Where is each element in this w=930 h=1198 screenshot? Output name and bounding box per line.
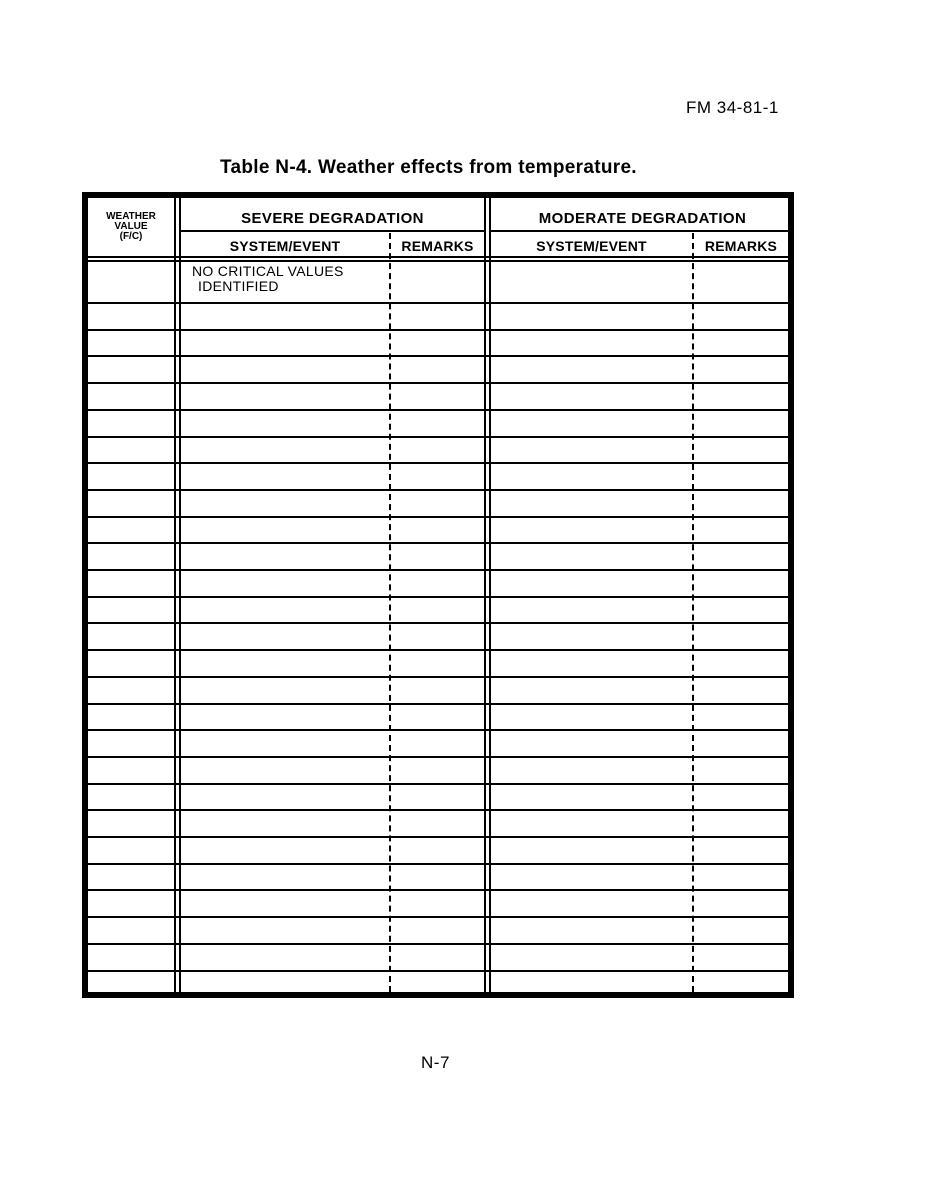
severe-degradation-header: SEVERE DEGRADATION: [241, 210, 424, 227]
dashed-divider-severe: [389, 233, 391, 992]
row-separator: [88, 970, 788, 972]
row-separator: [88, 756, 788, 758]
page-number: N-7: [421, 1053, 450, 1072]
row-separator: [88, 516, 788, 518]
weather-value-header: WEATHER VALUE (F/C): [106, 211, 156, 242]
row-separator: [88, 436, 788, 438]
moderate-degradation-header: MODERATE DEGRADATION: [538, 210, 747, 227]
row-separator: [88, 542, 788, 544]
severe-remarks-header: REMARKS: [401, 238, 474, 254]
row-separator: [88, 649, 788, 651]
row-separator: [88, 809, 788, 811]
row-separator: [88, 302, 788, 304]
group-header-underline-moderate: [491, 230, 794, 232]
row-separator: [88, 783, 788, 785]
header-bottom-line-inner: [88, 260, 788, 262]
group-header-underline-severe: [181, 230, 484, 232]
row-separator: [88, 836, 788, 838]
moderate-remarks-header: REMARKS: [704, 238, 778, 254]
row-separator: [88, 729, 788, 731]
header-bottom-line: [88, 256, 788, 258]
row-separator: [88, 889, 788, 891]
row-separator: [88, 355, 788, 357]
document-id: FM 34-81-1: [686, 98, 779, 117]
severe-system-event-header: SYSTEM/EVENT: [229, 238, 341, 254]
row-separator: [88, 703, 788, 705]
row-separator: [88, 462, 788, 464]
row-separator: [88, 676, 788, 678]
weather-effects-table: [82, 192, 794, 998]
row-separator: [88, 489, 788, 491]
moderate-system-event-header: SYSTEM/EVENT: [536, 238, 647, 254]
col-divider-groups: [484, 198, 486, 992]
table-title: Table N-4. Weather effects from temperature.: [220, 157, 637, 178]
dashed-divider-moderate: [692, 233, 694, 992]
row-separator: [88, 943, 788, 945]
col-divider-weather-inner: [179, 198, 181, 992]
col-divider-weather: [174, 198, 176, 992]
no-critical-values-note: NO CRITICAL VALUES IDENTIFIED: [192, 263, 344, 294]
row-separator: [88, 382, 788, 384]
row-separator: [88, 622, 788, 624]
row-separator: [88, 863, 788, 865]
row-separator: [88, 569, 788, 571]
row-separator: [88, 329, 788, 331]
row-separator: [88, 409, 788, 411]
row-separator: [88, 596, 788, 598]
col-divider-groups-inner: [489, 198, 491, 992]
row-separator: [88, 916, 788, 918]
